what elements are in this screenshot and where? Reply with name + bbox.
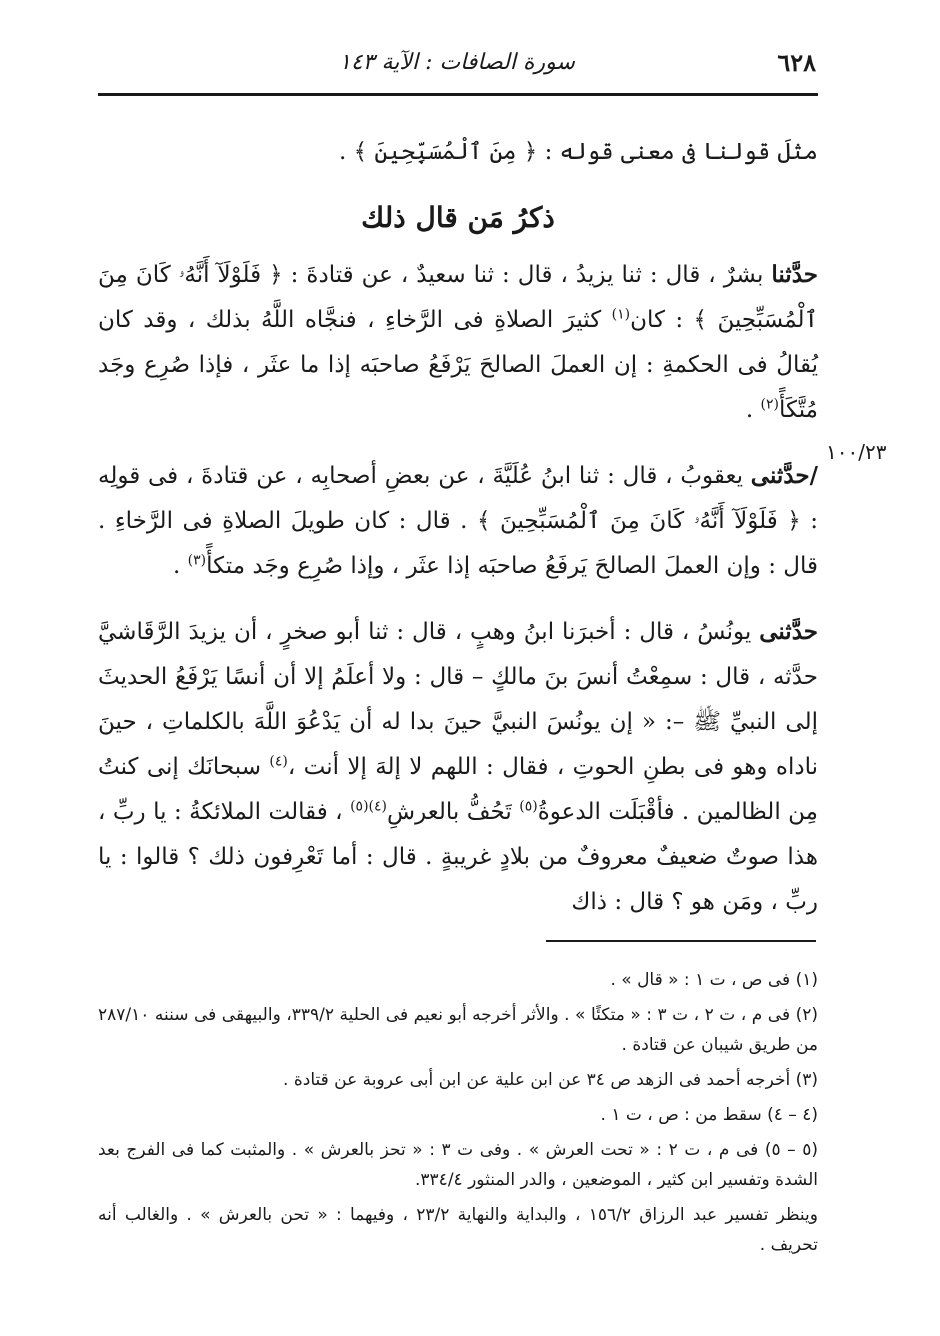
paragraph-2 bbox=[98, 453, 818, 589]
narration-lead: حدَّثنا bbox=[771, 261, 818, 288]
margin-reference: ١٠٠/٢٣ bbox=[826, 440, 887, 464]
footnote-marker[interactable]: (٢) bbox=[760, 396, 780, 413]
footnote-5: (٥ – ٥) فى م ، ت ٢ : « تحت العرش » . وفى ت ٣ : « تحز بالعرش » . والمثبت كما فى الفرج بعد الشدة وتفسير ابن كثير ، الموضعين ، والدر المنثور ٣٣٤/٤. bbox=[98, 1140, 818, 1190]
narration-lead: حدَّثنى bbox=[759, 618, 818, 645]
paragraph-1 bbox=[98, 252, 818, 433]
footnote-marker[interactable]: (٣) bbox=[187, 552, 207, 569]
footnote-1: (١) فى ص ، ت ١ : « قال » . bbox=[610, 970, 818, 990]
text-run: ، فقالت الملائكةُ : يا ربِّ ، هذا صوتٌ ضعيفٌ معروفٌ من بلادٍ غريبةٍ . قال : أما تَعْرِفون ذلك ؟ قالوا : يا ربِّ ، ومَن هو ؟ قال : ذاك bbox=[98, 799, 818, 915]
page-header bbox=[98, 42, 816, 86]
text-run: تَحُفُّ بالعرشِ bbox=[387, 799, 520, 825]
text-run: سبحانَك إنى كنتُ مِن الظالمين . فأقْبَلَت الدعوةُ bbox=[98, 754, 818, 825]
text-run: كثيرَ الصلاةِ فى الرَّخاءِ ، فنجَّاه اللَّهُ بذلك ، وقد كان يُقالُ فى الحكمةِ : إن العملَ الصالحَ يَرْفَعُ صاحبَه إذا ما عثَر ، فإذا صُرِع وجَد مُتَّكَأً bbox=[98, 307, 818, 423]
text-run: يعقوبُ ، قال : ثنا ابنُ عُلَيَّةَ ، عن بعضِ أصحابِه ، عن قتادةَ ، فى قولِه : ﴿ فَلَوْلَآ أَنَّهُۥ كَانَ مِنَ ٱلْمُسَبِّحِينَ ﴾ . قال : كان طويلَ الصلاةِ فى الرَّخاءِ . قال : وإن العملَ الصالحَ يَرفَعُ صاحبَه إذا عثَر ، وإذا صُرِع وجَد متكأً bbox=[98, 463, 818, 579]
intro-line: مثلَ قولنا فى معنى قوله : ﴿ مِنَ ٱلْمُسَبِّحِينَ ﴾ . bbox=[339, 139, 818, 165]
footnote-marker[interactable]: (١) bbox=[611, 306, 631, 323]
text-run: . bbox=[173, 553, 188, 579]
footnote-marker[interactable]: (٤) bbox=[269, 753, 288, 770]
header-rule bbox=[98, 93, 818, 96]
section-heading: ذكرُ مَن قال ذلك bbox=[361, 201, 555, 234]
text-run: يونُسُ ، قال : أخبرَنا ابنُ وهبٍ ، قال : ثنا أبو صخرٍ ، أن يزيدَ الرَّقَاشيَّ حدَّثه ، قال : سمِعْتُ أنسَ بنَ مالكٍ – قال : ولا أعلَمُ إلا أن أنسًا يَرْفَعُ الحديثَ إلى النبيِّ ﷺ –: « إن يونُسَ النبيَّ حينَ بدا له أن يَدْعُوَ اللَّهَ بالكلماتِ ، حينَ ناداه وهو فى بطنِ الحوتِ ، فقال : اللهم لا إلهَ إلا أنت ، bbox=[98, 619, 818, 780]
narration-lead: /حدَّثنى bbox=[750, 462, 818, 489]
text-run: . bbox=[745, 397, 761, 423]
footnotes bbox=[98, 965, 818, 1265]
footnote-marker[interactable]: (٤)(٥) bbox=[350, 798, 387, 815]
footnote-4: (٤ – ٤) سقط من : ص ، ت ١ . bbox=[600, 1105, 818, 1125]
footnote-3: (٣) أخرجه أحمد فى الزهد ص ٣٤ عن ابن علية عن ابن أبى عروبة عن قتادة . bbox=[283, 1070, 818, 1090]
paragraph-3 bbox=[98, 609, 818, 925]
footnote-rule bbox=[546, 940, 816, 942]
footnote-5-cont: وينظر تفسير عبد الرزاق ١٥٦/٢ ، والبداية والنهاية ٢٣/٢ ، وفيهما : « تحن بالعرش » . والغالب أنه تحريف . bbox=[98, 1205, 818, 1255]
footnote-2: (٢) فى م ، ت ٢ ، ت ٣ : « متكئًا » . والأثر أخرجه أبو نعيم فى الحلية ٣٣٩/٢، والبيهقى فى سننه ٢٨٧/١٠ من طريق شيبان عن قتادة . bbox=[98, 1005, 818, 1055]
main-text bbox=[98, 130, 818, 925]
text-run: بشرٌ ، قال : ثنا يزيدُ ، قال : ثنا سعيدٌ ، عن قتادةَ : ﴿ فَلَوْلَآ أَنَّهُۥ كَانَ مِنَ ٱلْمُسَبِّحِينَ ﴾ : كان bbox=[98, 262, 819, 333]
page-number: ٦٢٨ bbox=[777, 48, 816, 77]
footnote-marker[interactable]: (٥) bbox=[519, 798, 538, 815]
running-title: سورة الصافات : الآية ١٤٣ bbox=[339, 50, 575, 75]
